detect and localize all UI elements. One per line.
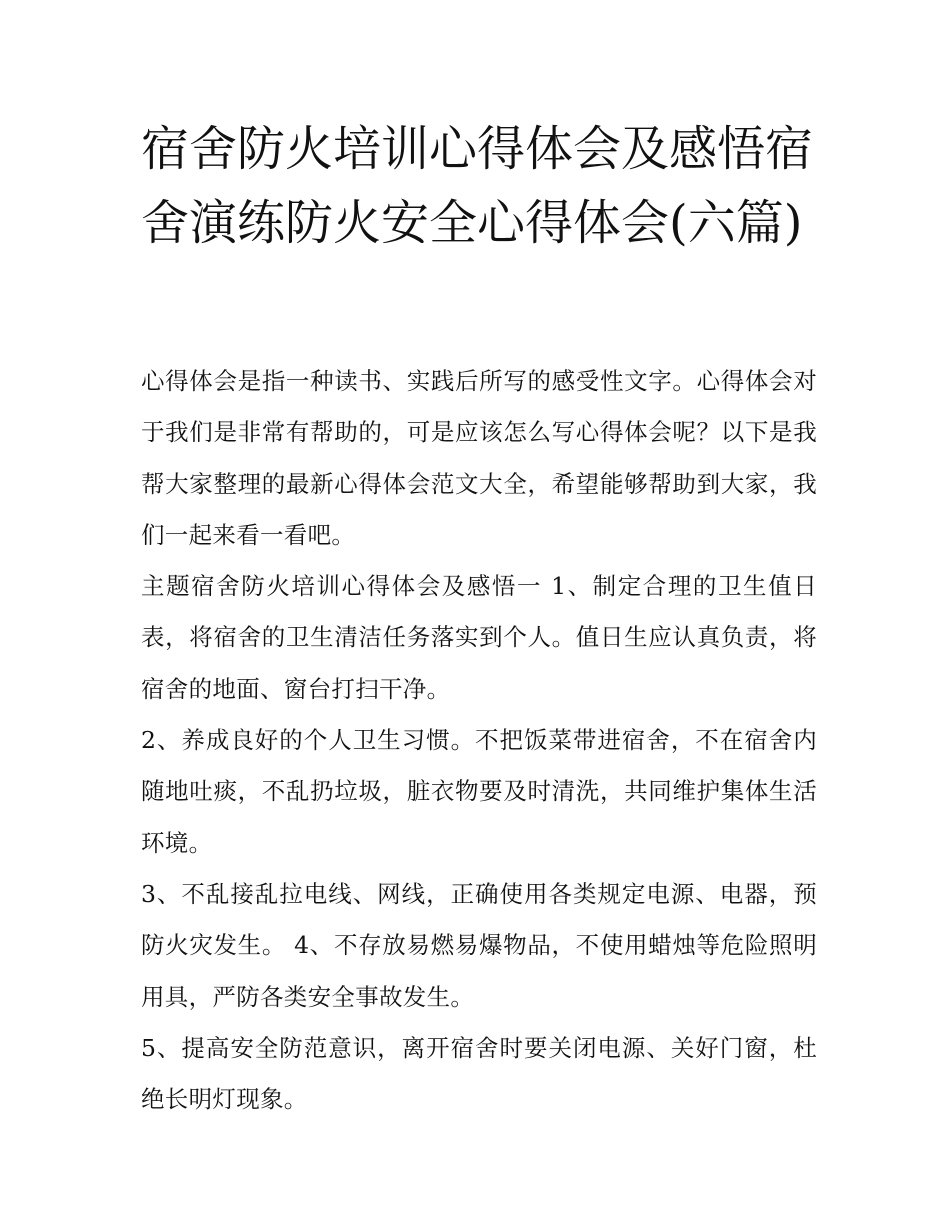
paragraph-3-4: 3、不乱接乱拉电线、网线，正确使用各类规定电源、电器，预防火灾发生。 4、不存放易燃易爆物品，不使用蜡烛等危险照明用具，严防各类安全事故发生。 (141, 879, 817, 1011)
paragraph-5: 5、提高安全防范意识，离开宿舍时要关闭电源、关好门窗，杜绝长明灯现象。 (141, 1033, 817, 1114)
document-title: 宿舍防火培训心得体会及感悟宿舍演练防火安全心得体会(六篇) (141, 121, 814, 251)
paragraph-1: 主题宿舍防火培训心得体会及感悟一 1、制定合理的卫生值日表，将宿舍的卫生清洁任务落实到个人。值日生应认真负责，将宿舍的地面、窗台打扫干净。 (141, 572, 817, 703)
document-body (141, 356, 817, 1125)
paragraph-intro: 心得体会是指一种读书、实践后所写的感受性文字。心得体会对于我们是非常有帮助的，可是应该怎么写心得体会呢？以下是我帮大家整理的最新心得体会范文大全，希望能够帮助到大家，我们一起来看一看吧。 (141, 367, 817, 549)
paragraph-2: 2、养成良好的个人卫生习惯。不把饭菜带进宿舍，不在宿舍内随地吐痰，不乱扔垃圾，脏衣物要及时清洗，共同维护集体生活环境。 (141, 726, 817, 857)
